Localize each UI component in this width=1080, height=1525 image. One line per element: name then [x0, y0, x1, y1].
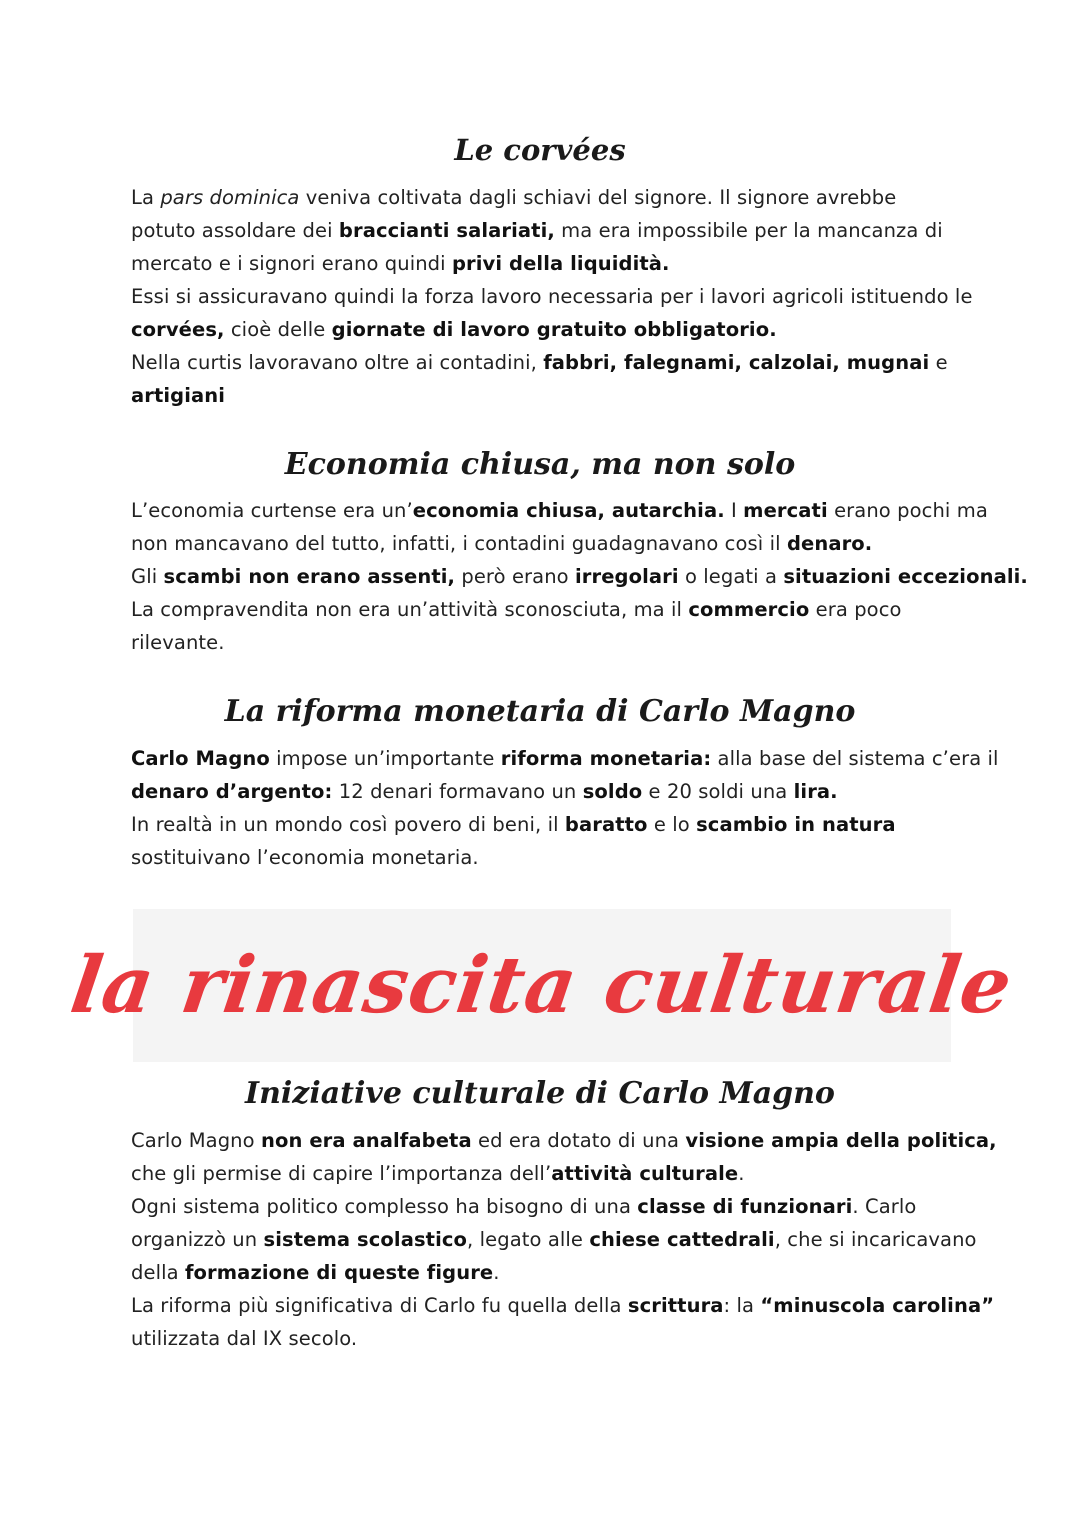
text-line: denaro d’argento: 12 denari formavano un soldo e 20 soldi una lira.	[131, 780, 838, 803]
text-line: artigiani	[131, 384, 226, 407]
text-line: sostituivano l’economia monetaria.	[131, 846, 479, 869]
text-line: rilevante.	[131, 631, 225, 654]
text-line: non mancavano del tutto, infatti, i contadini guadagnavano così il denaro.	[131, 532, 873, 555]
text-line: potuto assoldare dei braccianti salariati, ma era impossibile per la mancanza di	[131, 219, 943, 242]
text-line: Ogni sistema politico complesso ha bisogno di una classe di funzionari. Carlo	[131, 1195, 917, 1218]
text-line: Carlo Magno impose un’importante riforma monetaria: alla base del sistema c’era il	[131, 747, 999, 770]
heading-economia-chiusa: Economia chiusa, ma non solo	[284, 447, 796, 482]
text-line: mercato e i signori erano quindi privi della liquidità.	[131, 252, 670, 275]
heading-le-corvees: Le corvées	[454, 133, 626, 167]
banner-title: la rinascita culturale	[65, 940, 1019, 1031]
text-line: corvées, cioè delle giornate di lavoro gratuito obbligatorio.	[131, 318, 777, 341]
heading-riforma-monetaria: La riforma monetaria di Carlo Magno	[224, 694, 856, 729]
text-line: L’economia curtense era un’economia chiusa, autarchia. I mercati erano pochi ma	[131, 499, 988, 522]
section-banner	[65, 909, 1019, 1062]
text-line: della formazione di queste figure.	[131, 1261, 500, 1284]
text-line: La compravendita non era un’attività sconosciuta, ma il commercio era poco	[131, 598, 902, 621]
paragraph-iniziative	[131, 1124, 997, 1355]
text-line: La riforma più significativa di Carlo fu quella della scrittura: la “minuscola carolina”	[131, 1294, 995, 1317]
paragraph-riforma	[131, 742, 999, 874]
text-line: organizzò un sistema scolastico, legato alle chiese cattedrali, che si incaricavano	[131, 1228, 977, 1251]
text-line: Essi si assicuravano quindi la forza lavoro necessaria per i lavori agricoli istituendo le	[131, 285, 973, 308]
text-line: La pars dominica veniva coltivata dagli schiavi del signore. Il signore avrebbe	[131, 186, 897, 209]
paragraph-economia	[131, 494, 1028, 659]
text-line: Nella curtis lavoravano oltre ai contadini, fabbri, falegnami, calzolai, mugnai e	[131, 351, 948, 374]
heading-iniziative-culturale: Iniziative culturale di Carlo Magno	[245, 1076, 835, 1111]
text-line: utilizzata dal IX secolo.	[131, 1327, 358, 1350]
text-line: Gli scambi non erano assenti, però erano irregolari o legati a situazioni eccezionali.	[131, 565, 1028, 588]
text-line: In realtà in un mondo così povero di beni, il baratto e lo scambio in natura	[131, 813, 896, 836]
text-line: Carlo Magno non era analfabeta ed era dotato di una visione ampia della politica,	[131, 1129, 997, 1152]
paragraph-corvees	[131, 181, 973, 412]
text-line: che gli permise di capire l’importanza dell’attività culturale.	[131, 1162, 745, 1185]
